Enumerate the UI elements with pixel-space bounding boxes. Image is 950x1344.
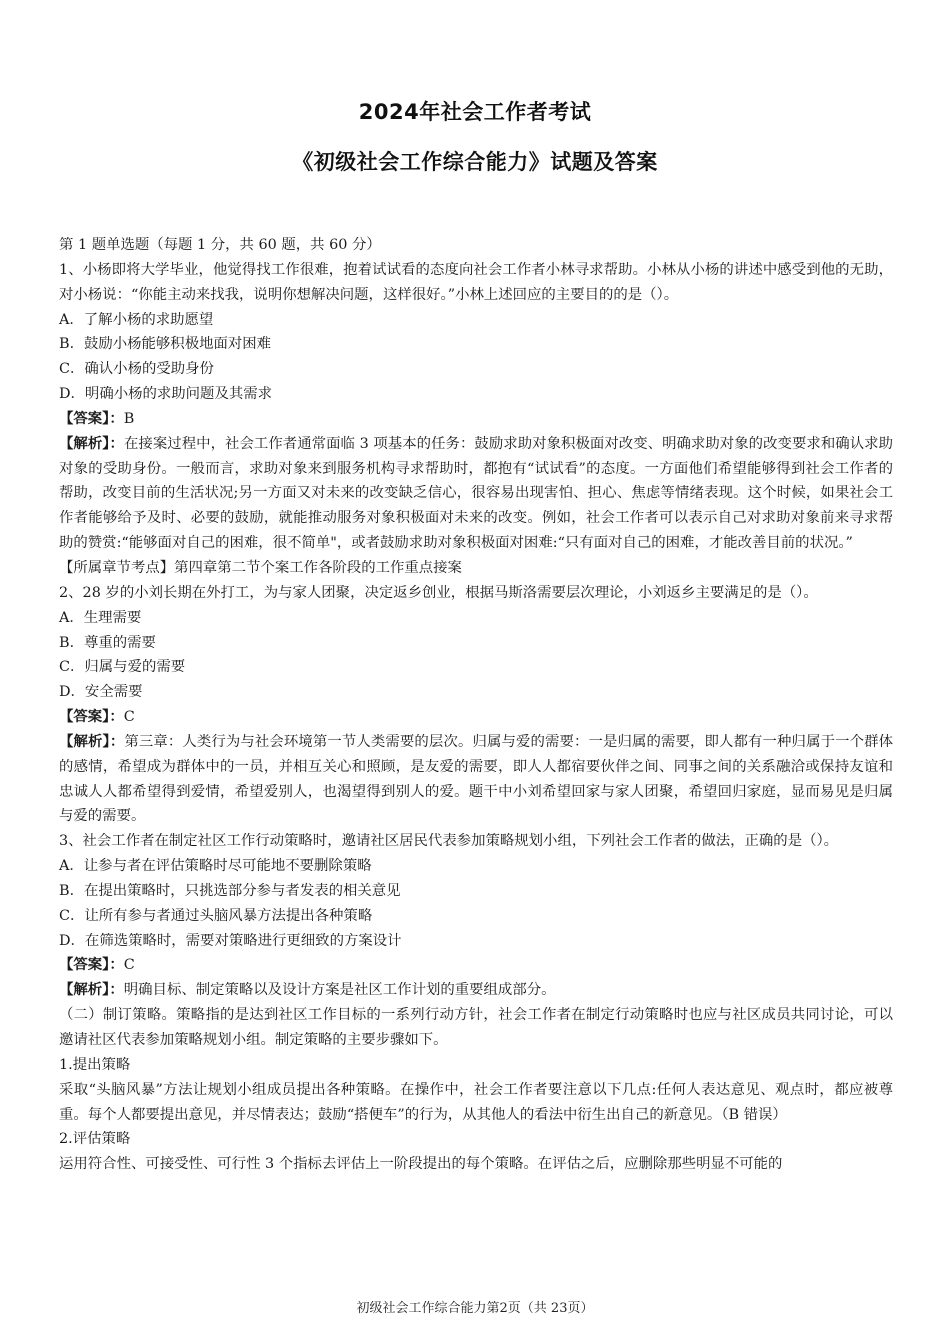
q2-answer: [59, 705, 893, 730]
analysis-label: 【解析】：: [59, 981, 124, 999]
q3-option-d: D．在筛选策略时，需要对策略进行更细致的方案设计: [59, 932, 402, 949]
q3-paragraph-3: 运用符合性、可接受性、可行性 3 个指标去评估上一阶段提出的每个策略。在评估之后，应删除那些明显不可能的: [59, 1156, 783, 1173]
analysis-text: 在接案过程中，社会工作者通常面临 3 项基本的任务：鼓励求助对象积极面对改变、明确求助对象的改变要求和确认求助对象的受助身份。一般而言，求助对象来到服务机构寻求帮助时，都抱有“试试看”的态度。一方面他们希望能够得到社会工作者的帮助，改变目前的生活状况;另一方面又对未来的改变缺乏信心，很容易出现害怕、担心、焦虑等情绪表现。这个时候，如果社会工作者能够给予及时、必要的鼓励，就能推动服务对象积极面对未来的改变。例如，社会工作者可以表示自己对求助对象前来寻求帮助的赞赏:“能够面对自己的困难，很不简单"，或者鼓励求助对象积极面对困难:“只有面对自己的困难，才能改善目前的状况。”: [59, 435, 893, 552]
answer-label: 【答案】：: [59, 708, 124, 726]
q3-subheading-2: 2.评估策略: [59, 1131, 131, 1148]
doc-title-line2: 《初级社会工作综合能力》试题及答案: [292, 150, 658, 174]
q3-answer: [59, 953, 893, 978]
q3-stem: 3、社会工作者在制定社区工作行动策略时，邀请社区居民代表参加策略规划小组，下列社会工作者的做法，正确的是（）。: [59, 833, 839, 850]
q1-stem: 1、小杨即将大学毕业，他觉得找工作很难，抱着试试看的态度向社会工作者小林寻求帮助。小林从小杨的讲述中感受到他的无助，对小杨说：“你能主动来找我，说明你想解决问题，这样很好。”小林上述回应的主要目的的是（）。: [59, 261, 893, 303]
document-body: [59, 233, 893, 1177]
doc-title-line1: 2024年社会工作者考试: [358, 100, 592, 124]
q2-option-d: D．安全需要: [59, 684, 143, 701]
q2-analysis: [59, 730, 893, 829]
q1-answer: [59, 407, 893, 432]
q1-option-a: A．了解小杨的求助愿望: [59, 311, 214, 328]
page-footer: 初级社会工作综合能力第2页（共 23页）: [356, 1301, 594, 1316]
answer-label: 【答案】：: [59, 409, 124, 427]
analysis-label: 【解析】：: [59, 732, 125, 750]
q2-option-b: B．尊重的需要: [59, 634, 156, 651]
q2-stem: 2、28 岁的小刘长期在外打工，为与家人团聚，决定返乡创业，根据马斯洛需要层次理论，小刘返乡主要满足的是（）。: [59, 584, 818, 601]
q1-option-b: B．鼓励小杨能够积极地面对困难: [59, 336, 272, 353]
q3-option-a: A．让参与者在评估策略时尽可能地不要删除策略: [59, 858, 372, 875]
section-heading: 第 1 题单选题（每题 1 分，共 60 题，共 60 分）: [59, 237, 381, 253]
q3-paragraph-2: 采取“头脑风暴”方法让规划小组成员提出各种策略。在操作中，社会工作者要注意以下几点:任何人表达意见、观点时，都应被尊重。每个人都要提出意见，并尽情表达；鼓励“搭便车”的行为，从其他人的看法中衍生出自己的新意见。（B 错误）: [59, 1081, 893, 1123]
answer-value: C: [123, 957, 135, 974]
answer-label: 【答案】：: [59, 956, 124, 974]
q2-option-c: C．归属与爱的需要: [59, 659, 186, 676]
q1-analysis: [59, 432, 893, 556]
q3-analysis: [59, 978, 893, 1003]
answer-value: B: [123, 410, 135, 427]
answer-value: C: [123, 709, 135, 726]
q1-option-c: C．确认小杨的受助身份: [59, 361, 214, 378]
q3-option-c: C．让所有参与者通过头脑风暴方法提出各种策略: [59, 907, 373, 924]
q3-option-b: B．在提出策略时，只挑选部分参与者发表的相关意见: [59, 882, 401, 899]
q3-subheading-1: 1.提出策略: [59, 1056, 131, 1073]
analysis-text: 第三章：人类行为与社会环境第一节人类需要的层次。归属与爱的需要：一是归属的需要，即人都有一种归属于一个群体的感情，希望成为群体中的一员，并相互关心和照顾，是友爱的需要，即人人都宿要伙伴之间、同事之间的关系融洽或保持友谊和忠诚人人都希望得到爱情，希望爱别人，也渴望得到别人的爱。题干中小刘希望回家与家人团聚，希望回归家庭，显而易见是归属与爱的需要。: [59, 733, 893, 825]
analysis-label: 【解析】：: [59, 434, 124, 452]
q3-paragraph-1: （二）制订策略。策略指的是达到社区工作目标的一系列行动方针，社会工作者在制定行动策略时也应与社区成员共同讨论，可以邀请社区代表参加策略规划小组。制定策略的主要步骤如下。: [59, 1007, 893, 1048]
q1-option-d: D．明确小杨的求助问题及其需求: [59, 386, 273, 403]
analysis-text: 明确目标、制定策略以及设计方案是社区工作计划的重要组成部分。: [123, 982, 556, 999]
q2-option-a: A．生理需要: [59, 609, 142, 626]
q1-chapter: 【所属章节考点】第四章第二节个案工作各阶段的工作重点接案: [59, 559, 462, 576]
